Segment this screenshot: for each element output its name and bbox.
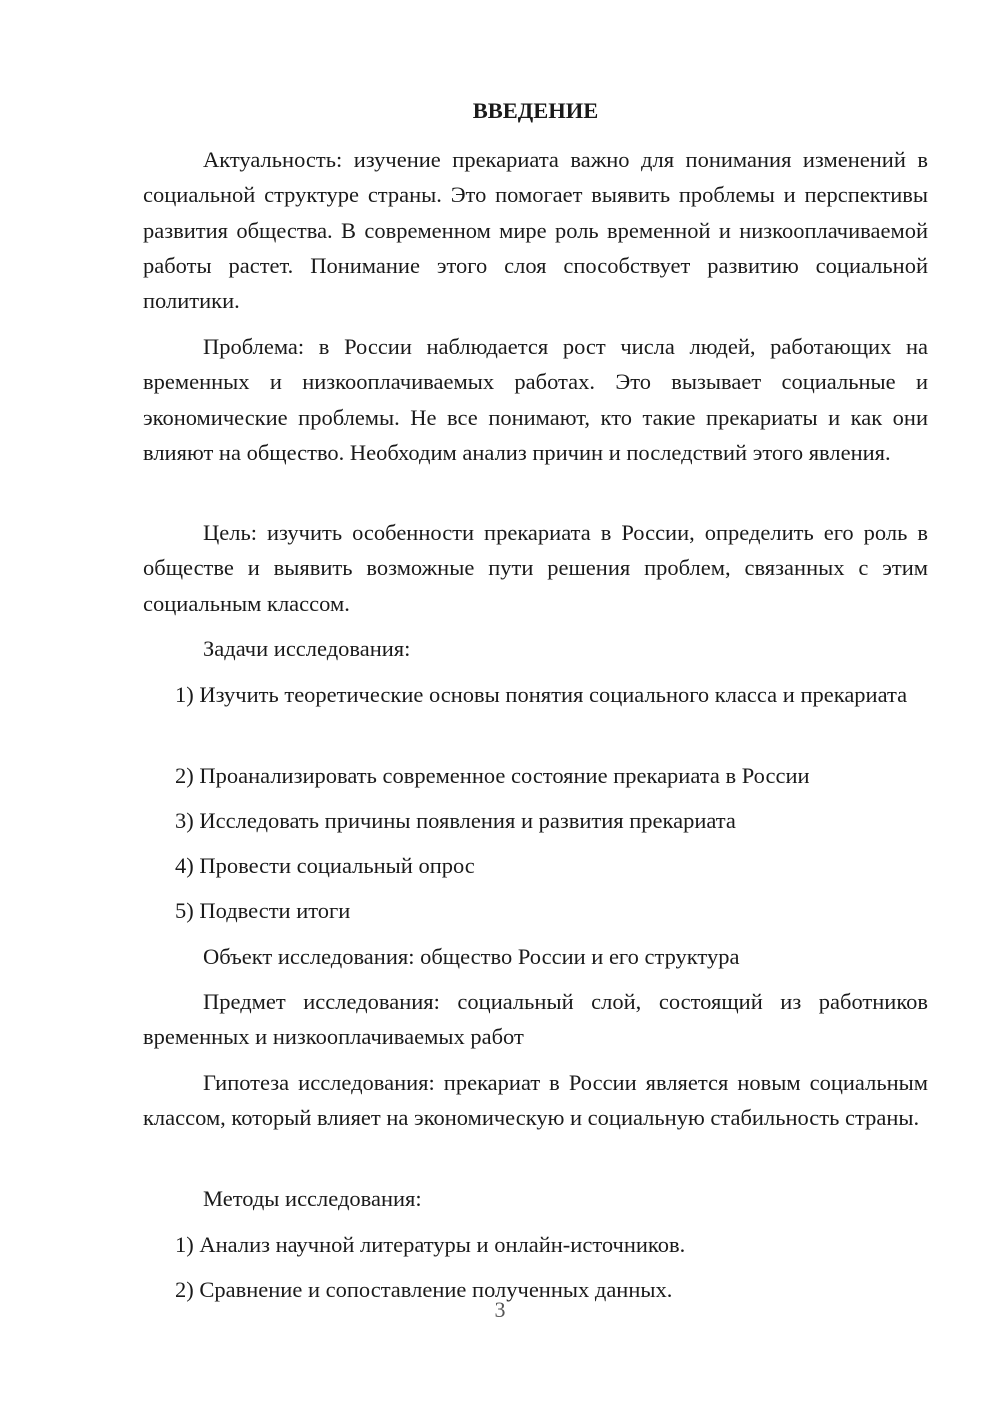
task-item: 2) Проанализировать современное состояние прекариата в России <box>175 763 810 788</box>
paragraph-hypothesis: Гипотеза исследования: прекариат в России является новым социальным классом, который влияет на экономическую и социальную стабильность страны. <box>143 1070 928 1131</box>
method-item: 1) Анализ научной литературы и онлайн-источников. <box>175 1232 686 1257</box>
paragraph-relevance: Актуальность: изучение прекариата важно для понимания изменений в социальной структуре страны. Это помогает выявить проблемы и перспективы развития общества. В современном мире роль временной и низкооплачиваемой работы растет. Понимание этого слоя способствует развитию социальной политики. <box>143 147 928 314</box>
paragraph-goal: Цель: изучить особенности прекариата в России, определить его роль в обществе и выявить возможные пути решения проблем, связанных с этим социальным классом. <box>143 520 928 616</box>
page-title: ВВЕДЕНИЕ <box>472 98 599 123</box>
paragraph-subject: Предмет исследования: социальный слой, состоящий из работников временных и низкооплачиваемых работ <box>143 989 928 1050</box>
task-item: 3) Исследовать причины появления и развития прекариата <box>175 808 736 833</box>
paragraph-methods-heading: Методы исследования: <box>203 1186 422 1211</box>
paragraph-problem: Проблема: в России наблюдается рост числа людей, работающих на временных и низкооплачиваемых работах. Это вызывает социальные и экономические проблемы. Не все понимают, кто такие прекариаты и как они влияют на общество. Необходим анализ причин и последствий этого явления. <box>143 334 928 465</box>
task-item: 5) Подвести итоги <box>175 898 351 923</box>
paragraph-object: Объект исследования: общество России и его структура <box>203 944 740 969</box>
page-number: 3 <box>494 1297 506 1322</box>
task-item: 4) Провести социальный опрос <box>175 853 475 878</box>
method-item: 2) Сравнение и сопоставление полученных данных. <box>175 1277 673 1302</box>
paragraph-tasks-heading: Задачи исследования: <box>203 636 411 661</box>
task-item: 1) Изучить теоретические основы понятия социального класса и прекариата <box>175 682 908 707</box>
